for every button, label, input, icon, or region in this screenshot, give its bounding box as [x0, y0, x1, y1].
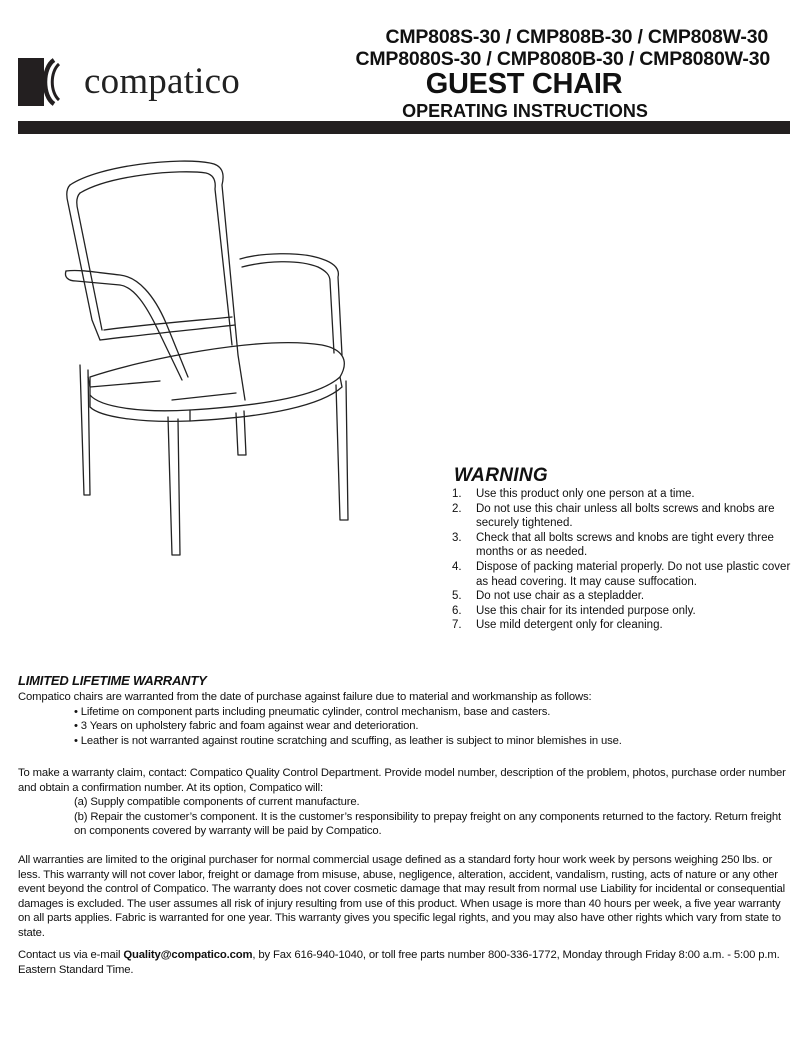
- contact-text: Contact us via e-mail Quality@compatico.com, by Fax 616-940-1040, or toll free parts number 800-336-1772, Monday through Friday 8:00 a.m. - 5:00 p.m. Eastern Standard Time.: [18, 949, 780, 976]
- warning-heading: WARNING: [454, 465, 548, 486]
- list-item: 7. Use mild detergent only for cleaning.: [452, 619, 663, 632]
- list-item: 6. Use this chair for its intended purpose only.: [452, 604, 696, 617]
- contact-section: [18, 948, 790, 977]
- model-numbers-line-2: CMP8080S-30 / CMP8080B-30 / CMP8080W-30: [355, 48, 770, 70]
- brand-name: compatico: [84, 61, 240, 102]
- warranty-bullet: • 3 Years on upholstery fabric and foam against wear and deterioration.: [74, 720, 419, 733]
- list-item: 5. Do not use chair as a stepladder.: [452, 590, 645, 603]
- contact-email[interactable]: Quality@compatico.com: [123, 949, 253, 961]
- warranty-limits-text: All warranties are limited to the original purchaser for normal commercial usage defined as a standard forty hour work week by persons weighing 250 lbs. or less. This warranty will not cover labor, freight or damage from misuse, abuse, negligence, alteration, accident, vandalism, rusting, acts of nature or any other event beyond the control of Compatico. The warranty does not cover cosmetic damage that may result from normal use Liability for incidental or consequential damages is excluded. The user assumes all risk of injury resulting from use of this product. When usage is more than 40 hours per week, a five year warranty on all parts applies. Fabric is warranted for one year. This warranty gives you specific legal rights, and you may also have other rights which vary from state to state.: [18, 854, 785, 939]
- list-item: 2. Do not use this chair unless all bolts screws and knobs are securely tightened.: [452, 502, 775, 530]
- page-title: GUEST CHAIR: [425, 68, 623, 100]
- warranty-claim-section: [18, 766, 790, 839]
- list-item: 4. Dispose of packing material properly. Do not use plastic cover as head covering. It may cause suffocation.: [452, 560, 791, 588]
- compatico-logo-mark-icon: [18, 58, 60, 106]
- guest-chair-illustration: [60, 155, 360, 575]
- warranty-bullet: • Leather is not warranted against routine scratching and scuffing, as leather is subject to minor blemishes in use.: [74, 734, 622, 747]
- warranty-claim-text: To make a warranty claim, contact: Compatico Quality Control Department. Provide model number, description of the problem, photos, purchase order number and obtain a confirmation number. At its option, Compatico will:: [18, 767, 786, 794]
- list-item: 3. Check that all bolts screws and knobs are tight every three months or as needed.: [452, 531, 774, 559]
- warranty-bullet: • Lifetime on component parts including pneumatic cylinder, control mechanism, base and casters.: [74, 705, 551, 718]
- warranty-option-a: (a) Supply compatible components of current manufacture.: [74, 796, 360, 809]
- list-item: 1. Use this product only one person at a time.: [452, 488, 695, 500]
- warranty-option-b: (b) Repair the customer’s component. It is the customer’s responsibility to prepay freight on any components returned to the factory. Return freight on components covered by warranty will be paid by Compatico.: [74, 810, 782, 838]
- warranty-intro: Compatico chairs are warranted from the date of purchase against failure due to material and workmanship as follows:: [18, 691, 592, 703]
- warranty-heading: LIMITED LIFETIME WARRANTY: [18, 673, 207, 688]
- header-divider: [18, 121, 790, 134]
- warranty-limits-section: [18, 853, 790, 941]
- page-subtitle: OPERATING INSTRUCTIONS: [402, 101, 648, 121]
- warranty-section: [18, 690, 790, 748]
- model-numbers-line-1: CMP808S-30 / CMP808B-30 / CMP808W-30: [385, 26, 768, 48]
- warning-list: [452, 487, 792, 633]
